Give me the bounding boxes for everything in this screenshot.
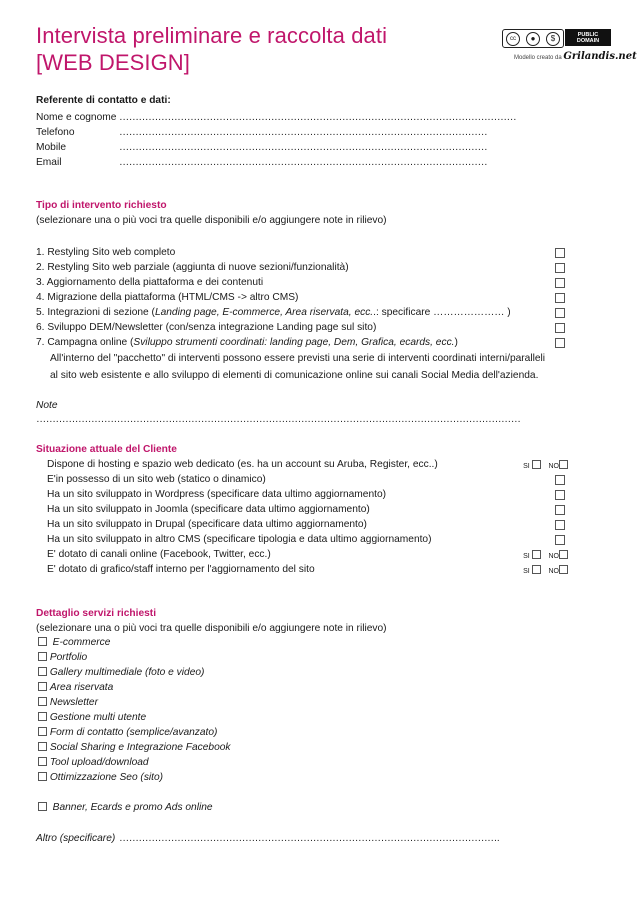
situazione-checkbox-4[interactable] xyxy=(555,505,565,515)
situazione-item-1: Dispone di hosting e spazio web dedicato (es. ha un account su Aruba, Register, ecc..) xyxy=(47,459,438,470)
servizi-label-2: Portfolio xyxy=(49,652,88,663)
tipo-item-5-post: .: specificare ………………… ) xyxy=(373,307,511,318)
tipo-note-line-1: All'interno del "pacchetto" di interventi possono essere previsti una serie di interventi coordinati interni/paralleli xyxy=(50,353,546,364)
phone-field-label: Telefono xyxy=(36,127,75,138)
tipo-note-line-2: al sito web esistente e allo sviluppo di elementi di comunicazione online sui canali Social Media dell'azienda. xyxy=(50,370,539,381)
tipo-item-1: 1. Restyling Sito web completo xyxy=(36,247,176,258)
credit xyxy=(514,51,637,62)
servizi-checkbox-6[interactable] xyxy=(38,712,47,721)
tipo-item-6: 6. Sviluppo DEM/Newsletter (con/senza integrazione Landing page sul sito) xyxy=(36,322,377,333)
tipo-checkbox-6[interactable] xyxy=(555,323,565,333)
cc-license-badge xyxy=(502,29,564,48)
tipo-checkbox-5[interactable] xyxy=(555,308,565,318)
no-checkbox[interactable] xyxy=(559,460,568,469)
situazione-checkbox-5[interactable] xyxy=(555,520,565,530)
tipo-checkbox-3[interactable] xyxy=(555,278,565,288)
servizi-item-extra xyxy=(38,800,213,815)
tipo-item-5-italic: Landing page, E-commerce, Area riservata, ecc. xyxy=(154,307,374,318)
servizi-checkbox-7[interactable] xyxy=(38,727,47,736)
pd-line-2: DOMAIN xyxy=(576,37,600,44)
name-field-label: Nome e cognome xyxy=(36,112,117,123)
tipo-item-4: 4. Migrazione della piattaforma (HTML/CMS -> altro CMS) xyxy=(36,292,299,303)
name-field[interactable]: …………………………………………………………………………………………………………… xyxy=(119,112,517,123)
servizi-item-7 xyxy=(38,725,217,740)
situazione-item-2: E'in possesso di un sito web (statico o dinamico) xyxy=(47,474,266,485)
no-checkbox[interactable] xyxy=(559,565,568,574)
servizi-checkbox-2[interactable] xyxy=(38,652,47,661)
tipo-item-5 xyxy=(36,305,511,320)
email-field-label: Email xyxy=(36,157,62,168)
credit-label: Modello creato da xyxy=(514,55,562,61)
cc-icon: cc xyxy=(506,32,520,46)
email-field[interactable]: …………………………………………………………………………………………………… xyxy=(119,157,488,168)
no-label: NO xyxy=(548,553,559,560)
servizi-checkbox-extra[interactable] xyxy=(38,802,47,811)
altro-label: Altro (specificare) xyxy=(36,833,116,844)
situazione-item-4: Ha un sito sviluppato in Joomla (specificare data ultimo aggiornamento) xyxy=(47,504,370,515)
si-checkbox[interactable] xyxy=(532,565,541,574)
servizi-label-extra: Banner, Ecards e promo Ads online xyxy=(52,802,213,813)
situazione-item-3: Ha un sito sviluppato in Wordpress (specificare data ultimo aggiornamento) xyxy=(47,489,386,500)
servizi-checkbox-8[interactable] xyxy=(38,742,47,751)
servizi-checkbox-10[interactable] xyxy=(38,772,47,781)
servizi-item-4 xyxy=(38,680,113,695)
servizi-item-1 xyxy=(38,635,110,650)
servizi-heading: Dettaglio servizi richiesti xyxy=(36,608,157,619)
si-label: SI xyxy=(523,463,530,470)
servizi-checkbox-3[interactable] xyxy=(38,667,47,676)
tipo-item-7-italic: Sviluppo strumenti coordinati: landing page, Dem, Grafica, ecards, ecc. xyxy=(133,337,455,348)
tipo-item-3: 3. Aggiornamento della piattaforma e dei contenuti xyxy=(36,277,264,288)
servizi-item-9 xyxy=(38,755,149,770)
tipo-checkbox-1[interactable] xyxy=(555,248,565,258)
situazione-checkbox-6[interactable] xyxy=(555,535,565,545)
situazione-item-7: E' dotato di canali online (Facebook, Twitter, ecc.) xyxy=(47,549,271,560)
si-no-choice-1 xyxy=(523,460,568,470)
phone-field[interactable]: …………………………………………………………………………………………………… xyxy=(119,127,488,138)
servizi-label-1: E-commerce xyxy=(52,637,111,648)
situazione-heading: Situazione attuale del Cliente xyxy=(36,444,177,455)
no-label: NO xyxy=(548,568,559,575)
note-field[interactable]: …………………………………………………………………………………………………………………………………… xyxy=(36,414,521,425)
si-checkbox[interactable] xyxy=(532,550,541,559)
tipo-checkbox-2[interactable] xyxy=(555,263,565,273)
tipo-subheading: (selezionare una o più voci tra quelle disponibili e/o aggiungere note in rilievo) xyxy=(36,215,387,226)
situazione-item-6: Ha un sito sviluppato in altro CMS (specificare tipologia e data ultimo aggiornamento) xyxy=(47,534,432,545)
servizi-label-9: Tool upload/download xyxy=(49,757,149,768)
servizi-checkbox-5[interactable] xyxy=(38,697,47,706)
altro-field[interactable]: ………………………………………………………………………………………………………. xyxy=(119,833,500,844)
tipo-item-7-post: ) xyxy=(454,337,458,348)
servizi-subheading: (selezionare una o più voci tra quelle disponibili e/o aggiungere note in rilievo) xyxy=(36,623,387,634)
servizi-item-3 xyxy=(38,665,204,680)
servizi-item-6 xyxy=(38,710,146,725)
servizi-item-2 xyxy=(38,650,87,665)
situazione-item-8: E' dotato di grafico/staff interno per l'aggiornamento del sito xyxy=(47,564,315,575)
no-label: NO xyxy=(548,463,559,470)
public-domain-badge xyxy=(565,29,611,46)
no-checkbox[interactable] xyxy=(559,550,568,559)
servizi-checkbox-4[interactable] xyxy=(38,682,47,691)
si-label: SI xyxy=(523,553,530,560)
servizi-label-6: Gestione multi utente xyxy=(49,712,147,723)
servizi-checkbox-1[interactable] xyxy=(38,637,47,646)
servizi-label-7: Form di contatto (semplice/avanzato) xyxy=(49,727,218,738)
situazione-checkbox-3[interactable] xyxy=(555,490,565,500)
tipo-item-5-pre: 5. Integrazioni di sezione ( xyxy=(36,307,155,318)
servizi-checkbox-9[interactable] xyxy=(38,757,47,766)
credit-brand-logo: Grilandis.net xyxy=(563,51,637,62)
tipo-heading: Tipo di intervento richiesto xyxy=(36,200,167,211)
situazione-checkbox-2[interactable] xyxy=(555,475,565,485)
mobile-field-label: Mobile xyxy=(36,142,67,153)
servizi-label-10: Ottimizzazione Seo (sito) xyxy=(49,772,164,783)
servizi-item-5 xyxy=(38,695,98,710)
servizi-label-5: Newsletter xyxy=(49,697,98,708)
noncommercial-icon: $ xyxy=(546,32,560,46)
tipo-checkbox-7[interactable] xyxy=(555,338,565,348)
si-checkbox[interactable] xyxy=(532,460,541,469)
title-line-2: [WEB DESIGN] xyxy=(36,50,190,75)
tipo-item-2: 2. Restyling Sito web parziale (aggiunta di nuove sezioni/funzionalità) xyxy=(36,262,349,273)
servizi-item-8 xyxy=(38,740,231,755)
attribution-icon: ● xyxy=(526,32,540,46)
situazione-item-5: Ha un sito sviluppato in Drupal (specificare data ultimo aggiornamento) xyxy=(47,519,367,530)
page-title xyxy=(36,22,387,76)
title-line-1: Intervista preliminare e raccolta dati xyxy=(36,23,388,48)
tipo-checkbox-4[interactable] xyxy=(555,293,565,303)
si-label: SI xyxy=(523,568,530,575)
note-label: Note xyxy=(36,400,58,411)
pd-line-1: PUBLIC xyxy=(577,31,599,38)
tipo-item-7 xyxy=(36,335,458,350)
mobile-field[interactable]: …………………………………………………………………………………………………… xyxy=(119,142,488,153)
si-no-choice-8 xyxy=(523,565,568,575)
tipo-item-7-pre: 7. Campagna online ( xyxy=(36,337,134,348)
servizi-item-10 xyxy=(38,770,163,785)
contact-heading: Referente di contatto e dati: xyxy=(36,95,171,106)
servizi-label-3: Gallery multimediale (foto e video) xyxy=(49,667,205,678)
servizi-label-4: Area riservata xyxy=(49,682,114,693)
servizi-label-8: Social Sharing e Integrazione Facebook xyxy=(49,742,231,753)
si-no-choice-7 xyxy=(523,550,568,560)
